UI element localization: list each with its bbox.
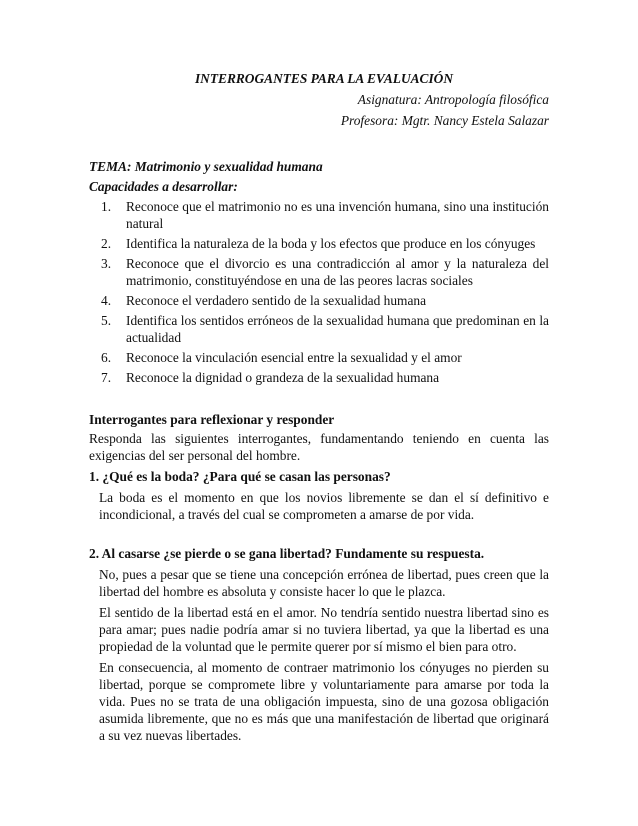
list-item	[89, 292, 549, 309]
question-1: 1. ¿Qué es la boda? ¿Para qué se casan las personas?	[89, 469, 391, 484]
answer-2-paragraph-2: El sentido de la libertad está en el amor. No tendría sentido nuestra libertad sino es para amar; pues nadie podría amar si no tuviera libertad, ya que la libertad es una propiedad de la voluntad que le permite querer por sí mismo el bien para otro.	[99, 605, 549, 654]
list-item-number: 2.	[101, 236, 112, 251]
list-item	[89, 198, 549, 232]
list-item-text: Reconoce que el divorcio es una contradicción al amor y la naturaleza del matrimonio, constituyéndose en una de las peores lacras sociales	[126, 256, 549, 288]
subject-line: Asignatura: Antropología filosófica	[357, 92, 549, 107]
list-item	[89, 369, 549, 386]
list-item-text: Reconoce la vinculación esencial entre la sexualidad y el amor	[126, 350, 462, 365]
questions-instruction: Responda las siguientes interrogantes, fundamentando teniendo en cuenta las exigencias del ser personal del hombre.	[89, 431, 549, 463]
capacities-list	[89, 198, 549, 386]
answer-2-paragraph-1: No, pues a pesar que se tiene una concepción errónea de libertad, pues creen que la libertad del hombre es absoluta y consiste hacer lo que le plazca.	[99, 567, 549, 599]
list-item-number: 5.	[101, 313, 112, 328]
spacer	[89, 133, 549, 158]
list-item-text: Identifica los sentidos erróneos de la sexualidad humana que predominan en la actualidad	[126, 313, 549, 345]
capacities-heading: Capacidades a desarrollar:	[89, 179, 238, 194]
list-item	[89, 235, 549, 252]
list-item	[89, 349, 549, 366]
list-item-number: 6.	[101, 350, 112, 365]
document-page	[89, 70, 549, 748]
question-2: 2. Al casarse ¿se pierde o se gana libertad? Fundamente su respuesta.	[89, 546, 485, 561]
document-title: INTERROGANTES PARA LA EVALUACIÓN	[194, 71, 454, 86]
theme-line: TEMA: Matrimonio y sexualidad humana	[89, 159, 323, 174]
spacer	[89, 527, 549, 545]
answer-1: La boda es el momento en que los novios libremente se dan el sí definitivo e incondicional, a través del cual se comprometen a amarse de por vida.	[99, 490, 549, 522]
list-item-text: Reconoce el verdadero sentido de la sexualidad humana	[126, 293, 427, 308]
teacher-line: Profesora: Mgtr. Nancy Estela Salazar	[340, 113, 549, 128]
list-item	[89, 255, 549, 289]
list-item-number: 4.	[101, 293, 112, 308]
list-item-text: Reconoce la dignidad o grandeza de la sexualidad humana	[126, 370, 440, 385]
list-item-text: Identifica la naturaleza de la boda y los efectos que produce en los cónyuges	[126, 236, 536, 251]
spacer	[89, 389, 549, 411]
document-meta	[89, 91, 549, 129]
questions-heading: Interrogantes para reflexionar y responder	[89, 412, 335, 427]
list-item	[89, 312, 549, 346]
list-item-text: Reconoce que el matrimonio no es una invención humana, sino una institución natural	[126, 199, 549, 231]
list-item-number: 1.	[101, 199, 112, 214]
answer-2-paragraph-3: En consecuencia, al momento de contraer matrimonio los cónyuges no pierden su libertad, porque se compromete libre y voluntariamente para amarse por toda la vida. Pues no se trata de una obligación impuesta, sino de una gozosa obligación asumida libremente, que no es más que una manifestación de libertad que originará a su vez nuevas libertades.	[99, 660, 549, 743]
list-item-number: 7.	[101, 370, 112, 385]
list-item-number: 3.	[101, 256, 112, 271]
